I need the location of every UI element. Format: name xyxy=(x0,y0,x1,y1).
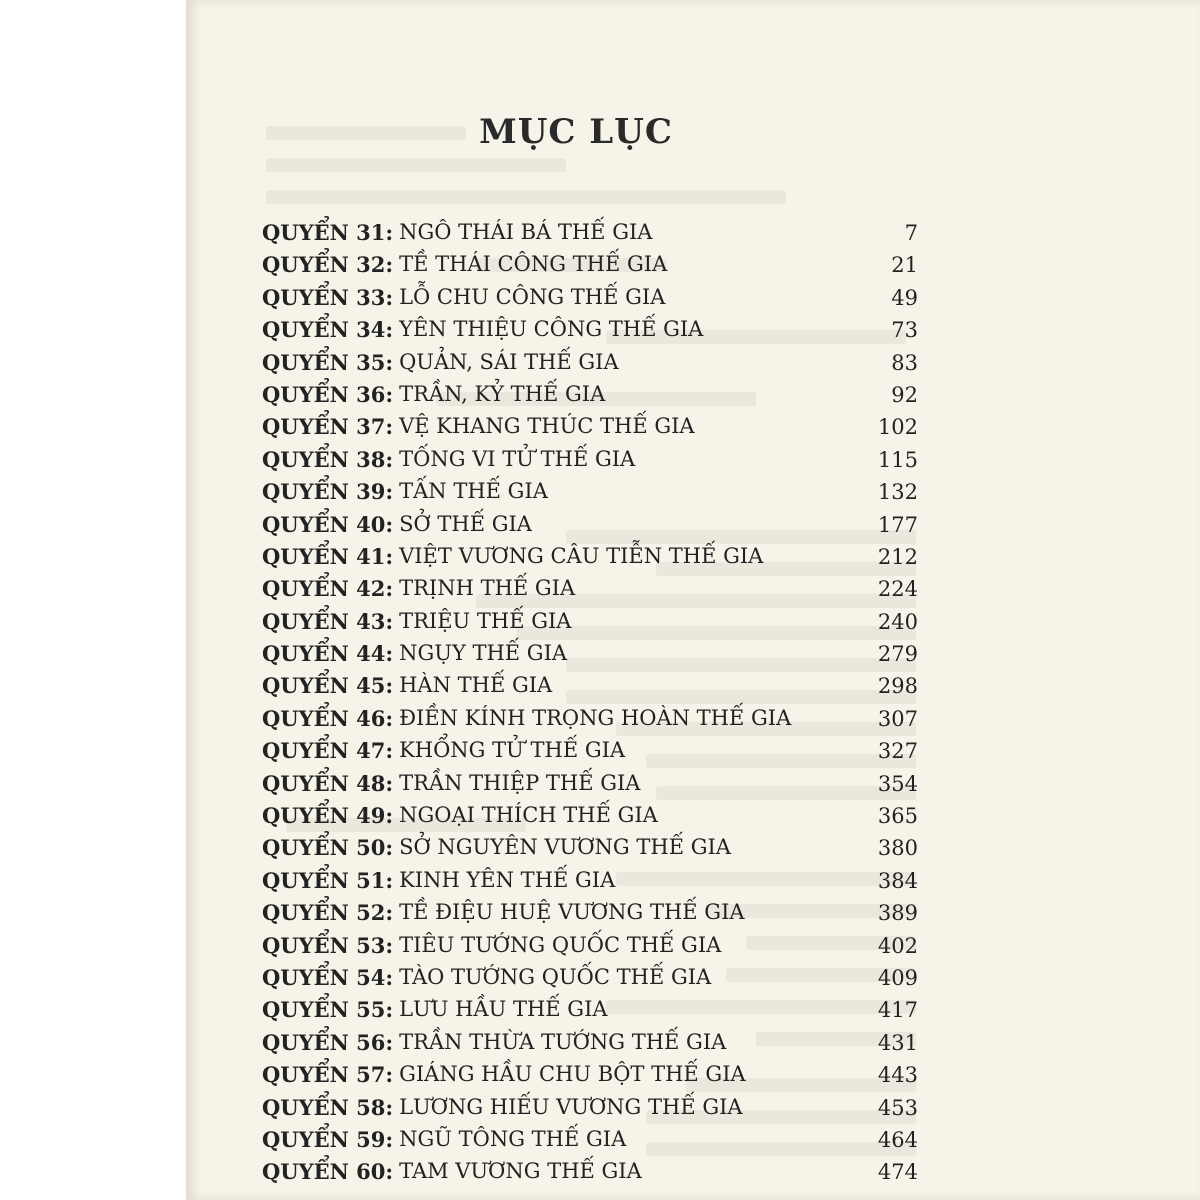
toc-page-number: 83 xyxy=(891,350,918,375)
toc-page-number: 279 xyxy=(877,642,918,667)
toc-entry xyxy=(262,1127,918,1159)
toc-volume-number: QUYỂN 58: xyxy=(262,1094,394,1120)
toc-entry-label xyxy=(262,350,619,375)
toc-entry-label xyxy=(262,641,567,666)
toc-volume-number: QUYỂN 52: xyxy=(262,900,394,926)
toc-entry xyxy=(262,285,918,317)
toc-entry xyxy=(262,220,918,252)
toc-chapter-title: LƯU HẦU THẾ GIA xyxy=(399,997,608,1022)
toc-entry xyxy=(262,1159,918,1191)
left-margin xyxy=(0,0,186,1200)
toc-volume-number: QUYỂN 44: xyxy=(262,641,394,667)
toc-chapter-title: SỞ NGUYÊN VƯƠNG THẾ GIA xyxy=(399,835,731,860)
toc-volume-number: QUYỂN 48: xyxy=(262,770,394,796)
toc-volume-number: QUYỂN 31: xyxy=(262,220,394,245)
toc-page-number: 177 xyxy=(877,512,918,537)
toc-volume-number: QUYỂN 35: xyxy=(262,349,394,375)
toc-entry-label xyxy=(262,706,791,731)
toc-chapter-title: QUẢN, SÁI THẾ GIA xyxy=(399,349,619,374)
toc-page-number: 354 xyxy=(877,771,918,796)
toc-page-number: 298 xyxy=(877,674,918,699)
toc-entry xyxy=(262,512,918,544)
toc-page-number: 327 xyxy=(877,739,918,764)
toc-page-number: 409 xyxy=(877,965,918,990)
toc-volume-number: QUYỂN 32: xyxy=(262,252,394,278)
toc-page-number: 443 xyxy=(877,1063,918,1088)
toc-entry-label xyxy=(262,997,608,1022)
toc-entry xyxy=(262,997,918,1029)
toc-chapter-title: LƯƠNG HIẾU VƯƠNG THẾ GIA xyxy=(399,1094,743,1119)
toc-entry xyxy=(262,1062,918,1094)
toc-entry-label xyxy=(262,771,640,796)
toc-volume-number: QUYỂN 38: xyxy=(262,446,394,472)
toc-entry xyxy=(262,544,918,576)
toc-chapter-title: NGÔ THÁI BÁ THẾ GIA xyxy=(399,220,653,244)
page-title: MỤC LỤC xyxy=(479,112,673,152)
toc-page-number: 389 xyxy=(877,901,918,926)
toc-entry xyxy=(262,835,918,867)
toc-chapter-title: TAM VƯƠNG THẾ GIA xyxy=(399,1159,642,1184)
toc-volume-number: QUYỂN 51: xyxy=(262,867,394,893)
toc-chapter-title: TRẦN THỪA TƯỚNG THẾ GIA xyxy=(399,1029,727,1054)
toc-entry xyxy=(262,447,918,479)
toc-chapter-title: GIÁNG HẦU CHU BỘT THẾ GIA xyxy=(399,1062,746,1087)
toc-entry-label xyxy=(262,285,665,310)
toc-entry-label xyxy=(262,479,548,504)
toc-page-number: 380 xyxy=(877,836,918,861)
toc-page-number: 402 xyxy=(877,933,918,958)
toc-chapter-title: HÀN THẾ GIA xyxy=(399,673,553,698)
toc-page-number: 384 xyxy=(877,868,918,893)
toc-chapter-title: TIÊU TƯỚNG QUỐC THẾ GIA xyxy=(399,932,722,957)
toc-chapter-title: TỀ THÁI CÔNG THẾ GIA xyxy=(399,252,668,277)
toc-volume-number: QUYỂN 50: xyxy=(262,835,394,861)
toc-chapter-title: VỆ KHANG THÚC THẾ GIA xyxy=(399,414,695,439)
toc-chapter-title: KINH YÊN THẾ GIA xyxy=(399,867,616,892)
toc-volume-number: QUYỂN 46: xyxy=(262,705,394,731)
toc-entry xyxy=(262,609,918,641)
toc-page-number: 417 xyxy=(877,998,918,1023)
toc-entry-label xyxy=(262,673,552,698)
toc-entry xyxy=(262,317,918,349)
toc-entry xyxy=(262,576,918,608)
toc-entry-label xyxy=(262,220,652,245)
toc-entry xyxy=(262,350,918,382)
toc-entry xyxy=(262,1030,918,1062)
toc-entry xyxy=(262,479,918,511)
toc-page-number: 365 xyxy=(877,804,918,829)
toc-page-number: 132 xyxy=(877,480,918,505)
toc-chapter-title: TRẦN, KỶ THẾ GIA xyxy=(399,381,606,406)
toc-volume-number: QUYỂN 36: xyxy=(262,381,394,407)
toc-volume-number: QUYỂN 45: xyxy=(262,673,394,699)
toc-volume-number: QUYỂN 39: xyxy=(262,479,394,505)
toc-page-number: 224 xyxy=(877,577,918,602)
toc-entry-label xyxy=(262,317,703,342)
toc-entry-label xyxy=(262,576,575,601)
toc-entry xyxy=(262,900,918,932)
toc-entry xyxy=(262,673,918,705)
toc-entry xyxy=(262,414,918,446)
toc-page-number: 115 xyxy=(877,447,918,472)
toc-chapter-title: NGŨ TÔNG THẾ GIA xyxy=(399,1126,627,1151)
toc-chapter-title: TỐNG VI TỬ THẾ GIA xyxy=(399,446,636,471)
toc-page-number: 464 xyxy=(877,1127,918,1152)
toc-page-number: 453 xyxy=(877,1095,918,1120)
toc-page-number: 92 xyxy=(891,382,918,407)
toc-page-number: 21 xyxy=(891,253,918,278)
toc-volume-number: QUYỂN 34: xyxy=(262,317,394,343)
toc-volume-number: QUYỂN 41: xyxy=(262,543,394,569)
toc-volume-number: QUYỂN 40: xyxy=(262,511,394,537)
toc-entry xyxy=(262,1095,918,1127)
toc-entry xyxy=(262,382,918,414)
toc-entry-label xyxy=(262,1127,626,1152)
toc-page-number: 431 xyxy=(877,1030,918,1055)
toc-chapter-title: TRẦN THIỆP THẾ GIA xyxy=(399,770,641,795)
toc-entry-label xyxy=(262,447,635,472)
toc-page-number: 102 xyxy=(877,415,918,440)
toc-page-number: 240 xyxy=(877,609,918,634)
toc-entry-label xyxy=(262,414,695,439)
toc-volume-number: QUYỂN 57: xyxy=(262,1062,394,1088)
toc-chapter-title: KHỔNG TỬ THẾ GIA xyxy=(399,738,626,763)
toc-volume-number: QUYỂN 54: xyxy=(262,964,394,990)
toc-entry xyxy=(262,771,918,803)
toc-volume-number: QUYỂN 55: xyxy=(262,997,394,1023)
toc-entry xyxy=(262,803,918,835)
toc-page-number: 73 xyxy=(891,318,918,343)
toc-entry-label xyxy=(262,835,731,860)
toc-page-number: 307 xyxy=(877,706,918,731)
toc-chapter-title: VIỆT VƯƠNG CÂU TIỄN THẾ GIA xyxy=(399,543,764,568)
toc-entry xyxy=(262,706,918,738)
toc-chapter-title: TỀ ĐIỆU HUỆ VƯƠNG THẾ GIA xyxy=(399,900,745,925)
toc-entry xyxy=(262,933,918,965)
toc-entry-label xyxy=(262,1159,642,1184)
toc-entry-label xyxy=(262,382,605,407)
toc-entry-label xyxy=(262,544,763,569)
toc-volume-number: QUYỂN 60: xyxy=(262,1159,394,1185)
toc-volume-number: QUYỂN 49: xyxy=(262,803,394,829)
toc-chapter-title: SỞ THẾ GIA xyxy=(399,511,532,536)
toc-chapter-title: LỖ CHU CÔNG THẾ GIA xyxy=(399,284,666,309)
toc-chapter-title: TRIỆU THẾ GIA xyxy=(399,608,572,633)
toc-entry-label xyxy=(262,1095,743,1120)
toc-page-number: 212 xyxy=(877,544,918,569)
table-of-contents xyxy=(262,220,918,1192)
toc-entry-label xyxy=(262,803,658,828)
toc-entry-label xyxy=(262,1030,726,1055)
toc-entry-label xyxy=(262,512,532,537)
toc-chapter-title: NGỤY THẾ GIA xyxy=(399,641,568,666)
toc-chapter-title: TRỊNH THẾ GIA xyxy=(399,576,576,601)
toc-entry xyxy=(262,641,918,673)
toc-chapter-title: ĐIỀN KÍNH TRỌNG HOÀN THẾ GIA xyxy=(399,705,792,730)
toc-volume-number: QUYỂN 42: xyxy=(262,576,394,602)
toc-entry-label xyxy=(262,609,571,634)
toc-chapter-title: TẤN THẾ GIA xyxy=(399,479,548,504)
toc-volume-number: QUYỂN 43: xyxy=(262,608,394,634)
toc-chapter-title: YÊN THIỆU CÔNG THẾ GIA xyxy=(399,317,704,342)
toc-entry-label xyxy=(262,1062,746,1087)
toc-entry xyxy=(262,252,918,284)
toc-entry xyxy=(262,868,918,900)
toc-chapter-title: TÀO TƯỚNG QUỐC THẾ GIA xyxy=(399,964,712,989)
toc-entry-label xyxy=(262,738,625,763)
toc-entry xyxy=(262,965,918,997)
toc-page-number: 474 xyxy=(877,1160,918,1185)
toc-page-number: 49 xyxy=(891,285,918,310)
toc-entry-label xyxy=(262,868,615,893)
toc-chapter-title: NGOẠI THÍCH THẾ GIA xyxy=(399,803,658,828)
toc-volume-number: QUYỂN 53: xyxy=(262,932,394,958)
toc-entry-label xyxy=(262,965,711,990)
toc-page-number: 7 xyxy=(904,221,918,245)
toc-volume-number: QUYỂN 37: xyxy=(262,414,394,440)
toc-volume-number: QUYỂN 59: xyxy=(262,1126,394,1152)
toc-volume-number: QUYỂN 33: xyxy=(262,284,394,310)
toc-entry-label xyxy=(262,933,721,958)
toc-entry-label xyxy=(262,900,745,925)
toc-volume-number: QUYỂN 47: xyxy=(262,738,394,764)
toc-volume-number: QUYỂN 56: xyxy=(262,1029,394,1055)
toc-entry-label xyxy=(262,252,667,277)
toc-entry xyxy=(262,738,918,770)
